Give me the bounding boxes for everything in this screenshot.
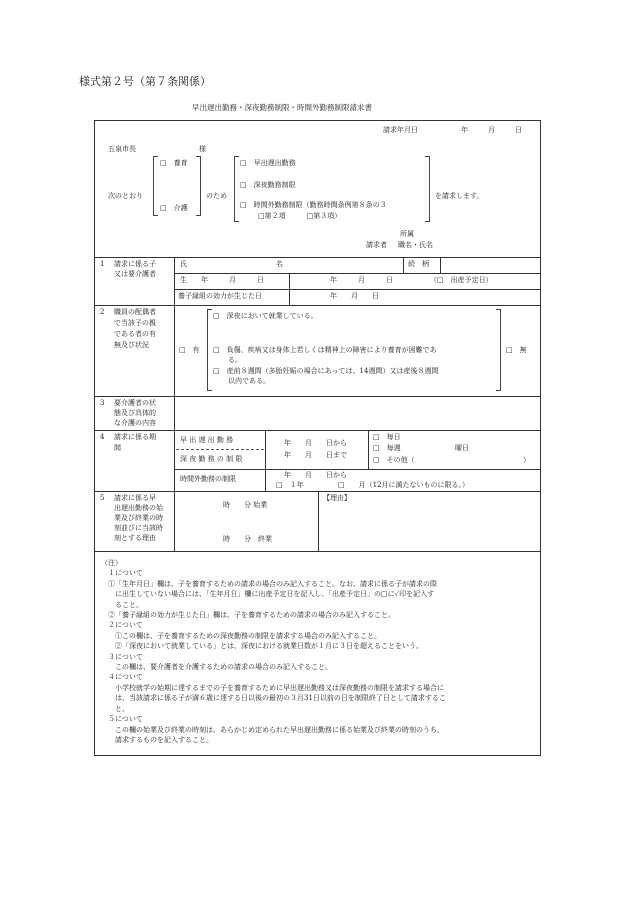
form-text: 請求に係る早	[114, 494, 156, 502]
form-text: 請求年月日	[383, 126, 418, 134]
months-checkbox[interactable]: □ 月（12月に満たないものに限る。）	[338, 481, 470, 489]
form-text: ①「生年月日」欄は、子を養育するための請求の場合のみ記入すること。なお、請求に係る子が請求の際	[108, 579, 437, 588]
due-date-checkbox[interactable]: （□ 出産予定日）	[430, 276, 493, 284]
form-text: 無及び状況	[114, 341, 149, 349]
overtime-clause-checkboxes[interactable]: □第２項 □第３項）	[258, 212, 342, 220]
form-text: 職員の配偶者	[114, 308, 156, 316]
form-text: 日	[515, 126, 522, 134]
form-text: 又は要介護者	[114, 270, 156, 278]
spouse-disability-checkbox[interactable]: □ 負傷、疾病又は身体上若しくは精神上の障害により養育が困難であ	[213, 346, 437, 354]
form-text: 時 分 始業	[223, 501, 268, 509]
form-text: 深 夜 勤 務 の 制 限	[180, 455, 243, 463]
form-text: 養子縁組の効力が生じた日	[178, 292, 262, 300]
form-text: 曜日	[455, 444, 469, 452]
addressee-name: 五泉市長	[108, 145, 136, 153]
care-checkbox[interactable]: □ 養育	[160, 159, 188, 167]
overtime-limit-checkbox[interactable]: □ 時間外勤務制限（勤務時間条例第８条の３	[240, 201, 387, 209]
form-text: である者の有	[114, 330, 156, 338]
form-text: のため	[206, 192, 227, 200]
form-text: （注）	[101, 559, 122, 567]
form-text: 年	[461, 126, 468, 134]
spouse-night-work-checkbox[interactable]: □ 深夜において就業している。	[213, 312, 318, 320]
form-text: 請求者	[366, 241, 387, 249]
form-text: 業及び終業の時	[114, 514, 163, 522]
form-text: 名	[276, 260, 283, 268]
form-text: は、当該請求に係る子が満６歳に達する日以後の最初の３月31日以前の日を制限終了日として請求するこ	[115, 694, 446, 703]
every-day-checkbox[interactable]: □ 毎日	[373, 433, 401, 441]
nursing-checkbox[interactable]: □ 介護	[160, 204, 188, 212]
form-text: １について	[108, 569, 143, 578]
form-text: ）	[523, 456, 530, 464]
form-text: を請求します。	[435, 192, 484, 200]
form-text: 3	[100, 399, 105, 407]
form-text: 刻とする理由	[114, 534, 156, 542]
form-text: 月	[488, 126, 495, 134]
form-text: 要介護者の状	[114, 399, 156, 407]
form-text: 時間外勤務の制限	[180, 475, 236, 483]
form-text: 出遅出勤務の始	[114, 504, 163, 512]
form-text: 所属	[400, 230, 414, 238]
form-text: 2	[100, 308, 105, 316]
form-text: 5	[100, 494, 105, 502]
one-year-checkbox[interactable]: □ １年	[276, 481, 304, 489]
form-text: ②「深夜において就業している」とは、深夜における就業日数が１月に３日を超えることをいう。	[115, 642, 423, 651]
form-text: 以内である。	[228, 377, 270, 385]
form-text: ２について	[108, 621, 143, 630]
form-text: ４について	[108, 673, 143, 682]
form-text: この欄の始業及び終業の時刻は、あらかじめ定められた早出遅出勤務に係る始業及び終業の時刻のうち、	[115, 725, 444, 734]
form-text: 請求に係る期	[114, 433, 156, 441]
form-text: ②「養子縁組の効力が生じた日」欄は、子を養育するための請求の場合のみ記入すること。	[108, 611, 395, 620]
form-text: に出生していない場合には、「生年月日」欄に出産予定日を記入し、「出産予定日」の□に✓印を記入す	[115, 590, 435, 599]
form-text: ５について	[108, 715, 143, 724]
form-text: 職名・氏名	[398, 241, 433, 249]
form-text: 小学校就学の始期に達するまでの子を養育するために早出遅出勤務又は深夜勤務の制限を請求する場合に	[115, 683, 444, 692]
form-text: 早 出 遅 出 勤 務	[180, 436, 234, 444]
other-checkbox[interactable]: □ その他（	[373, 456, 415, 464]
form-number: 様式第２号（第７条関係）	[79, 75, 211, 88]
every-week-checkbox[interactable]: □ 毎週	[373, 444, 401, 452]
night-limit-checkbox[interactable]: □ 深夜勤務制限	[240, 181, 296, 189]
form-text: 年 月 日まで	[284, 451, 347, 459]
form-title: 早出遅出勤務・深夜勤務制限・時間外勤務制限請求書	[192, 103, 372, 112]
form-text: 年 月 日	[330, 276, 393, 284]
form-text: な介護の内容	[114, 419, 156, 427]
form-text: 次のとおり	[108, 192, 143, 200]
form-text: 年 月 日から	[284, 439, 347, 447]
notes	[101, 558, 533, 745]
form-text: 【理由】	[323, 494, 351, 502]
form-text: 1	[100, 260, 105, 268]
form-text: 年 月 日	[330, 292, 379, 300]
form-text: る。	[228, 356, 242, 364]
form-text: 刻並びに当該時	[114, 524, 163, 532]
addressee-honorific: 様	[199, 145, 206, 153]
form-text: 態及び具体的	[114, 409, 156, 417]
spouse-no-checkbox[interactable]: □ 無	[506, 346, 527, 354]
spouse-maternity-checkbox[interactable]: □ 産前８週間（多胎妊娠の場合にあっては、14週間）又は産後８週間	[213, 367, 439, 375]
form-text: 時 分 終業	[223, 535, 272, 543]
spouse-yes-checkbox[interactable]: □ 有	[179, 346, 200, 354]
form-text: ①この欄は、子を養育するための深夜勤務の制限を請求する場合のみ記入すること。	[115, 631, 381, 640]
form-text: 生 年 月 日	[180, 276, 264, 284]
form-text: 年 月 日から	[284, 471, 347, 479]
form-text: 続 柄	[408, 260, 429, 268]
form-text: 間	[114, 444, 121, 452]
form-text: 氏	[180, 260, 187, 268]
form-text: ること。	[115, 600, 143, 609]
form-text: で当該子の親	[114, 319, 156, 327]
form-text: と。	[115, 704, 129, 713]
form-text: 4	[100, 433, 105, 441]
form-text: ３について	[108, 652, 143, 661]
form-text: 請求に係る子	[114, 260, 156, 268]
early-late-checkbox[interactable]: □ 早出遅出勤務	[240, 159, 296, 167]
form-text: 請求するものを記入すること。	[115, 735, 213, 744]
form-text: この欄は、要介護者を介護するための請求の場合のみ記入すること。	[115, 663, 332, 672]
